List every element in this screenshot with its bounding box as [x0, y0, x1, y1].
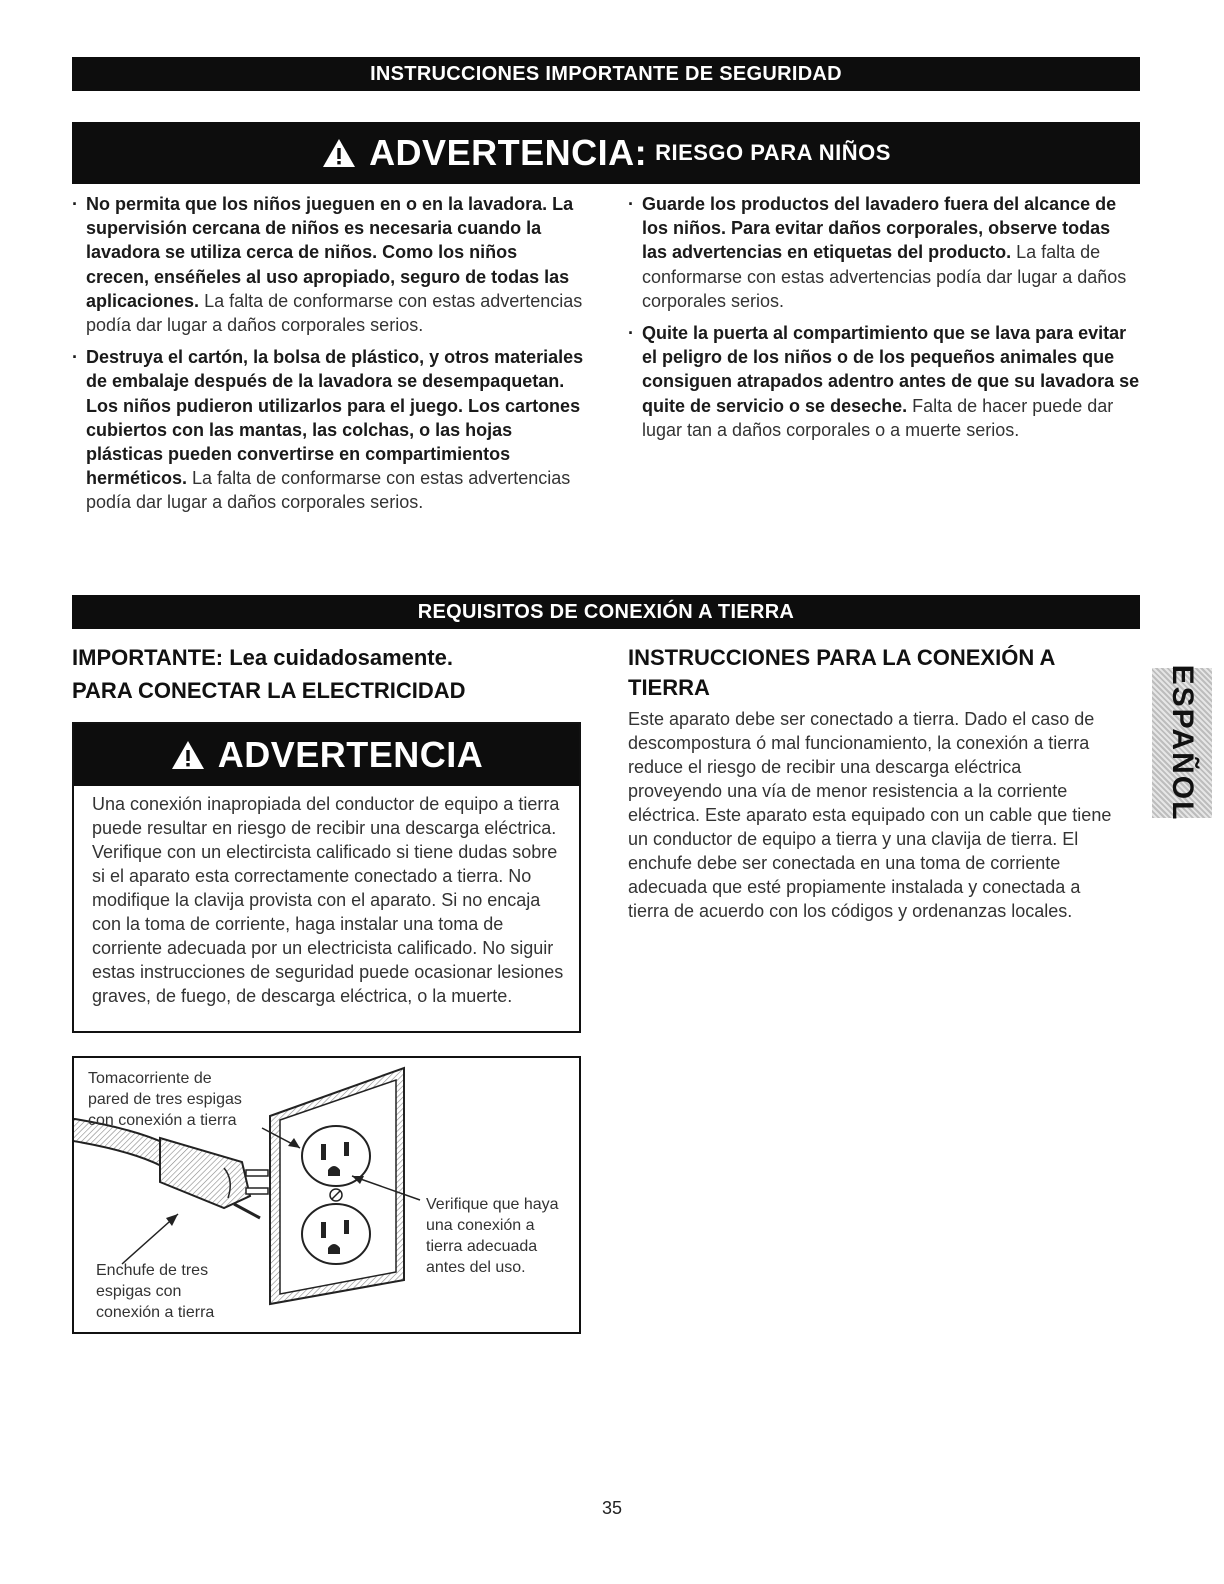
- warning-subtitle: RIESGO PARA NIÑOS: [655, 140, 891, 165]
- electric-warning-header: [74, 724, 579, 786]
- warning-item: · Destruya el cartón, la bolsa de plástico, y otros materiales de embalaje después de la lavadora se desempaquetan. Los niños pudieron utilizarlos para el juego. Los cartones cubiertos con las mantas, las colchas, o las hojas plásticas pueden convertirse en compartimientos herméticos. La falta de conformarse con estas advertencias podía dar lugar a daños corporales serios.: [72, 347, 584, 513]
- plug-label-line: Enchufe de tres: [96, 1262, 209, 1279]
- connect-electricity-heading: PARA CONECTAR LA ELECTRICIDAD: [72, 678, 466, 703]
- warning-item-text: La falta de conformarse con estas advertencias podía dar lugar a daños corporales serios.: [642, 242, 1127, 311]
- grounding-figure: [72, 1056, 581, 1334]
- plug-label-line: conexión a tierra: [96, 1304, 215, 1321]
- warning-triangle-icon: [170, 739, 206, 771]
- outlet-label-line: pared de tres espigas: [88, 1091, 242, 1108]
- important-heading: IMPORTANTE: Lea cuidadosamente.: [72, 645, 453, 670]
- warning-item-bold: Guarde los productos del lavadero fuera del alcance de los niños. Para evitar daños corporales, observe todas las advertencias en etiquetas del producto.: [642, 194, 1117, 263]
- plug-label-line: espigas con: [96, 1283, 182, 1300]
- language-side-tab: [1152, 664, 1212, 822]
- verify-label-line: antes del uso.: [426, 1259, 526, 1276]
- outlet-label-line: Tomacorriente de: [88, 1070, 212, 1087]
- warning-item-bold: Destruya el cartón, la bolsa de plástico, y otros materiales de embalaje después de la lavadora se desempaquetan. Los niños pudieron utilizarlos para el juego. Los cartones cubiertos con las mantas, las colchas, o las hojas plásticas pueden convertirse en compartimientos herméticos.: [86, 347, 584, 489]
- grounding-band: REQUISITOS DE CONEXIÓN A TIERRA: [72, 595, 1140, 629]
- language-side-tab-label: ESPAÑOL: [1166, 664, 1199, 822]
- electric-warning-title: ADVERTENCIA: [217, 734, 484, 775]
- safety-header-band: INSTRUCCIONES IMPORTANTE DE SEGURIDAD: [72, 57, 1140, 91]
- warning-item-text: La falta de conformarse con estas advertencias podía dar lugar a daños corporales serios.: [86, 290, 583, 336]
- plug-label: [96, 1260, 214, 1323]
- verify-label-line: Verifique que haya: [426, 1196, 559, 1213]
- warning-item-text: Falta de hacer puede dar lugar tan a daños corporales o a muerte serios.: [642, 395, 1114, 440]
- outlet-label: [88, 1068, 242, 1131]
- page-number: 35: [601, 1498, 623, 1518]
- warning-title: ADVERTENCIA:: [369, 132, 648, 173]
- warning-item: · Quite la puerta al compartimiento que se lava para evitar el peligro de los niños o de los pequeños animales que consiguen atrapados adentro antes de que su lavadora se quite de servicio o se deseche. Falta de hacer puede dar lugar tan a daños corporales o a muerte serios.: [628, 323, 1140, 440]
- verify-label: [426, 1194, 559, 1278]
- electric-warning-text: Una conexión inapropiada del conductor de equipo a tierra puede resultar en riesgo de recibir una descarga eléctrica. Verifique con un electircista calificado si tiene dudas sobre si el aparato esta correctamente conectado a tierra. No modifique la clavija provista con el aparato. Si no encaja con la toma de corriente, haga instalar una toma de corriente adecuada por un electricista calificado. No siguir estas instrucciones de seguridad puede ocasionar lesiones graves, de fuego, de descarga eléctrica, o la muerte.: [92, 794, 564, 1006]
- warning-right-column: [628, 192, 1140, 450]
- warning-item: · No permita que los niños jueguen en o en la lavadora. La supervisión cercana de niños es necesaria cuando la lavadora se utiliza cerca de niños. Como los niños crecen, enséñeles al uso apropiado, seguro de todas las aplicaciones. La falta de conformarse con estas advertencias podía dar lugar a daños corporales serios.: [72, 194, 583, 336]
- warning-item-bold: No permita que los niños jueguen en o en la lavadora. La supervisión cercana de niños es necesaria cuando la lavadora se utiliza cerca de niños. Como los niños crecen, enséñeles al uso apropiado, seguro de todas las aplicaciones.: [86, 194, 574, 311]
- warning-item: · Guarde los productos del lavadero fuera del alcance de los niños. Para evitar daños corporales, observe todas las advertencias en etiquetas del producto. La falta de conformarse con estas advertencias podía dar lugar a daños corporales serios.: [628, 194, 1127, 311]
- warning-item-bold: Quite la puerta al compartimiento que se lava para evitar el peligro de los niños o de los pequeños animales que consiguen atrapados adentro antes de que su lavadora se quite de servicio o se deseche.: [642, 323, 1140, 416]
- warning-item-text: La falta de conformarse con estas advertencias podía dar lugar a daños corporales serios.: [86, 468, 571, 513]
- verify-label-line: tierra adecuada: [426, 1238, 538, 1255]
- warning-triangle-icon: [321, 137, 357, 169]
- verify-label-line: una conexión a: [426, 1217, 535, 1234]
- outlet-label-line: con conexión a tierra: [88, 1112, 237, 1129]
- warning-children-bar: [72, 122, 1140, 184]
- warning-left-column: [72, 192, 584, 523]
- grounding-instructions-heading: INSTRUCCIONES PARA LA CONEXIÓN A TIERRA: [628, 645, 1055, 700]
- grounding-instructions-text: Este aparato debe ser conectado a tierra. Dado el caso de descompostura ó mal funcionamiento, la conexión a tierra reduce el riesgo de recibir una descarga eléctrica proveyendo una vía de menor resistencia a la corriente eléctrica. Este aparato esta equipado con un cable que tiene un conductor de equipo a tierra y una clavija de tierra. El enchufe debe ser conectada en una toma de corriente adecuada que esté propiamente instalada y conectada a tierra de acuerdo con los códigos y ordenanzas locales.: [628, 709, 1112, 921]
- electric-warning-box: [72, 722, 581, 1033]
